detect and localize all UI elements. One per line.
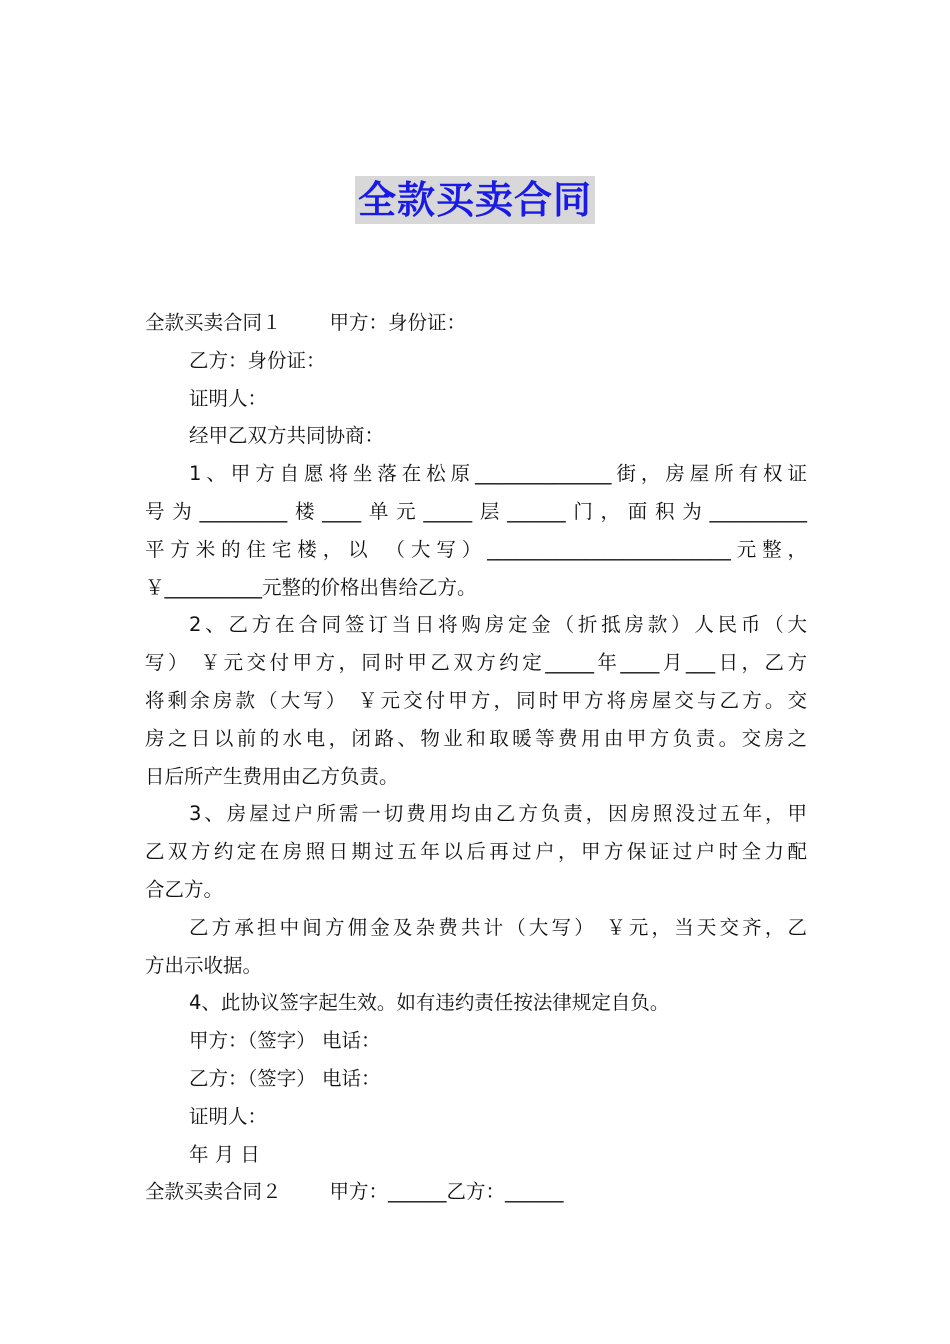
clause-2-line-3: 将剩余房款（大写） ￥元交付甲方，同时甲方将房屋交与乙方。交 (145, 688, 807, 712)
party-a-signature-line: 甲方：（签字） 电话： (189, 1029, 381, 1053)
clause-3-line-3: 合乙方。 (145, 877, 224, 901)
clause-1-line-1: 1、甲方自愿将坐落在松原______________街，房屋所有权证 (189, 462, 807, 486)
clause-2-line-5: 日后所产生费用由乙方负责。 (145, 764, 399, 788)
clause-1-line-2: 号为_________楼____单元_____层______门，面积为__________ (145, 499, 807, 523)
clause-1-line-4: ￥__________元整的价格出售给乙方。 (145, 575, 477, 599)
clause-4-line: 4、此协议签字起生效。如有违约责任按法律规定自负。 (189, 991, 670, 1015)
clause-2-line-2: 写） ￥元交付甲方，同时甲乙双方约定_____年____月___日，乙方 (145, 651, 807, 675)
agreement-intro: 经甲乙双方共同协商： (189, 424, 385, 448)
commission-line-2: 方出示收据。 (145, 953, 263, 977)
clause-2-line-4: 房之日以前的水电，闭路、物业和取暖等费用由甲方负责。交房之 (145, 726, 807, 750)
document-title: 全款买卖合同 (355, 176, 595, 224)
clause-2-line-1: 2、乙方在合同签订当日将购房定金（折抵房款）人民币（大 (189, 613, 807, 637)
section-heading-label: 全款买卖合同２ (145, 1180, 282, 1204)
parties-line: 甲方：______乙方：______ (329, 1180, 564, 1204)
party-a-id-line: 甲方：身份证： (329, 311, 467, 334)
witness-line: 证明人： (189, 386, 268, 410)
section-heading-2 (145, 1173, 807, 1211)
clause-1-line-3: 平方米的住宅楼，以 （大写）_________________________元整， (145, 537, 807, 561)
clause-3-line-1: 3、房屋过户所需一切费用均由乙方负责，因房照没过五年，甲 (189, 802, 807, 826)
section-heading-label: 全款买卖合同１ (145, 311, 282, 334)
title-container (0, 176, 950, 224)
party-b-id-line: 乙方：身份证： (189, 348, 326, 372)
party-b-signature-line: 乙方：（签字） 电话： (189, 1066, 381, 1090)
commission-line-1: 乙方承担中间方佣金及杂费共计（大写） ￥元，当天交齐，乙 (189, 915, 807, 939)
document-body (145, 304, 807, 1211)
date-line: 年 月 日 (189, 1142, 260, 1166)
section-heading-1 (145, 304, 807, 342)
clause-3-line-2: 乙双方约定在房照日期过五年以后再过户，甲方保证过户时全力配 (145, 840, 807, 864)
witness-signature-line: 证明人： (189, 1104, 268, 1128)
